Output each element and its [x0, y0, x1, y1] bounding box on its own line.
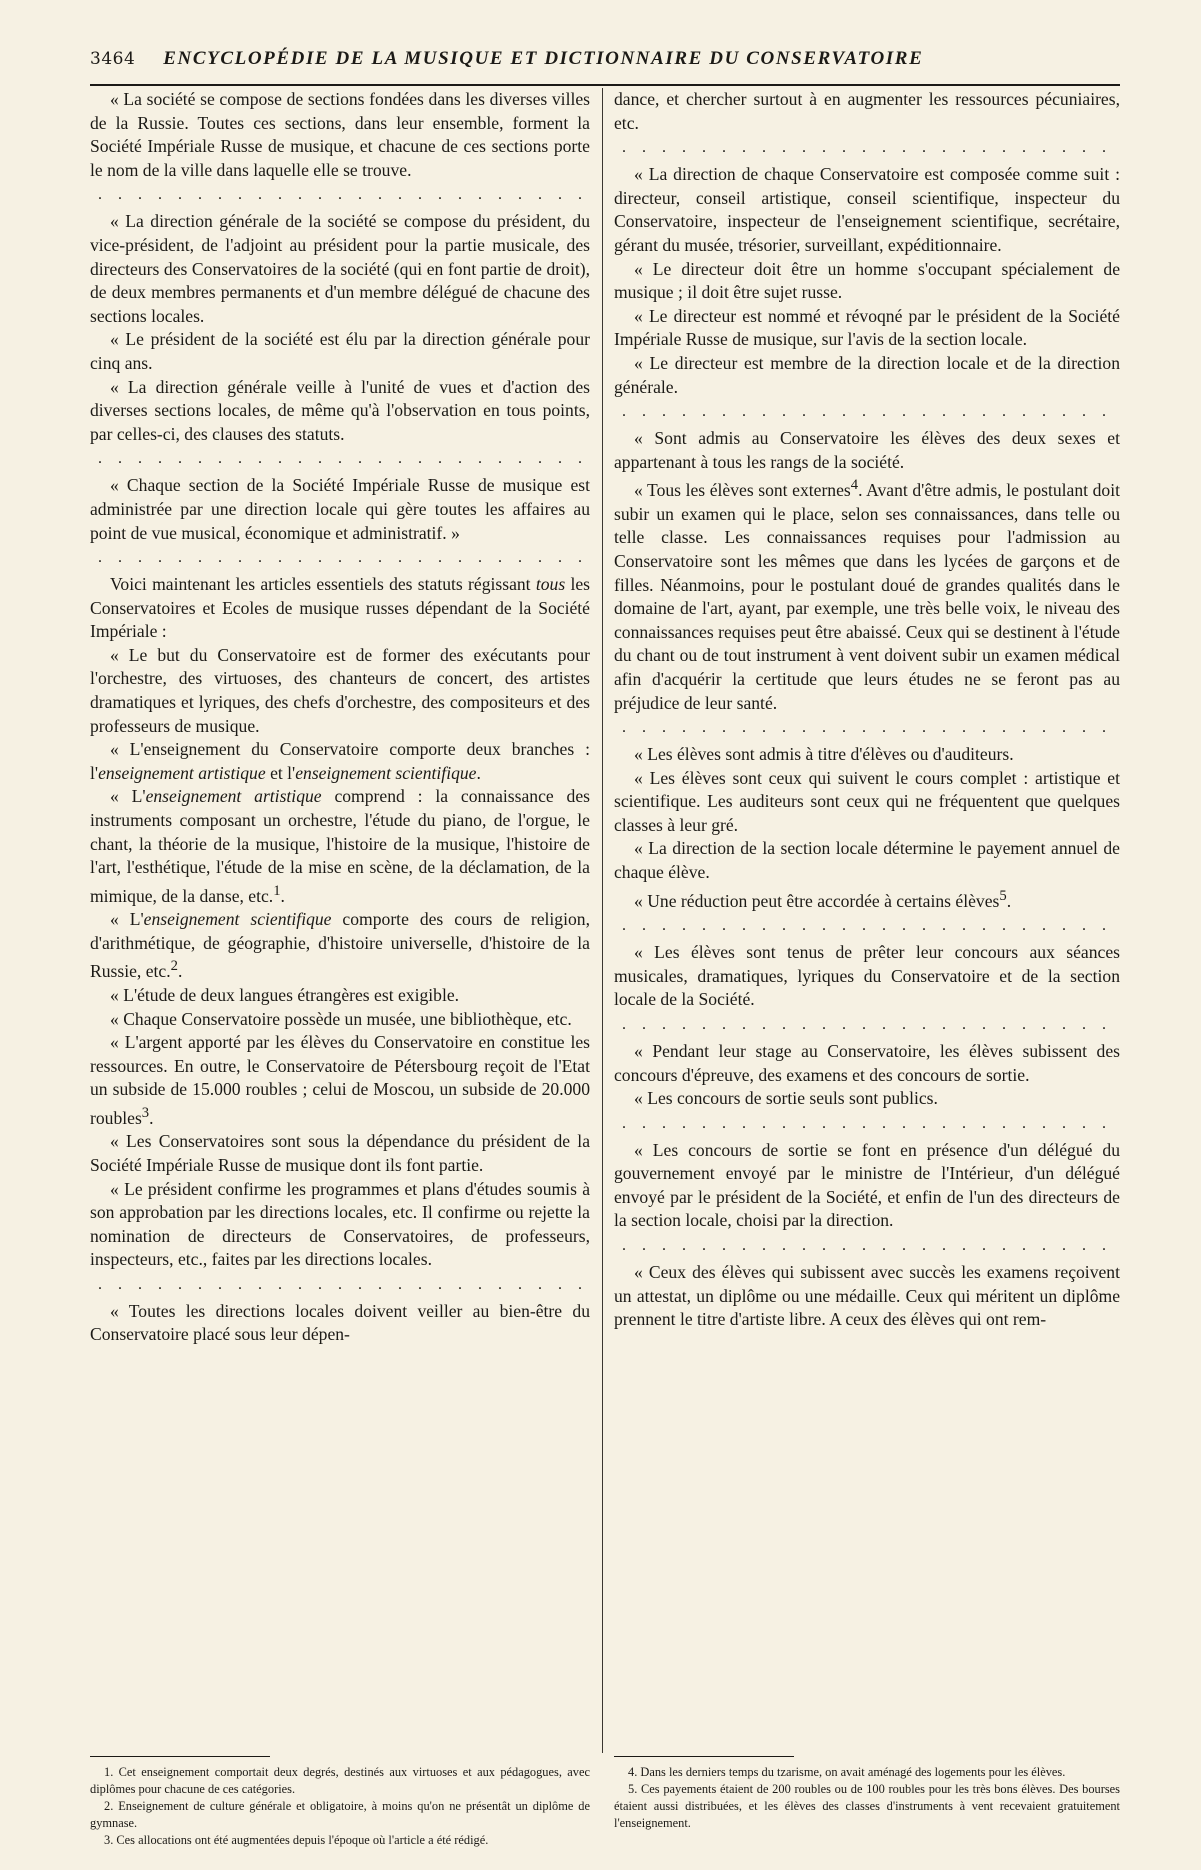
left-column — [90, 88, 590, 1347]
text-run: les Conservatoires et Ecoles de musique russes dépendant de la Société Impériale : — [90, 574, 590, 642]
ellipsis-divider — [98, 448, 590, 470]
text-run: . Avant d'être admis, le postulant doit subir un examen qui le place, selon ses connaissances, dans telle ou telle classe. Les connaissances requises pour l'admission au Conservatoire sont les mêmes que dans les lycées de garçons et de filles. Néanmoins, pour le postulant doué de grandes qualités dans le domaine de l'art, ayant, par exemple, une très belle voix, le niveau des connaissances requises peut être abaissé. Ceux qui se destinent à l'étude du chant ou de tout instrument à vent doivent subir un examen médical afin d'acquérir la certitude que leurs études ne se feront pas au préjudice de leur santé. — [614, 480, 1120, 713]
footnotes-right — [614, 1764, 1120, 1832]
paragraph: « Chaque Conservatoire possède un musée, une bibliothèque, etc. — [110, 1008, 572, 1029]
paragraph: « Le but du Conservatoire est de former des exécutants pour l'orchestre, des virtuoses, des chanteurs de concert, des artistes dramatiques et lyriques, des chefs d'orchestre, des compositeurs et des professeurs de musique. — [90, 644, 590, 736]
paragraph: « Les concours de sortie seuls sont publics. — [634, 1088, 938, 1109]
paragraph: « Les élèves sont tenus de prêter leur concours aux séances musicales, dramatiques, lyriques du Conservatoire et de la section locale de la Société. — [614, 942, 1120, 1010]
paragraph: « Ceux des élèves qui subissent avec succès les examens reçoivent un attestat, un diplôme ou une médaille. Ceux qui méritent un diplôme prennent le titre d'artiste libre. A ceux des élèves qui ont rem- — [614, 1262, 1120, 1330]
paragraph: « Toutes les directions locales doivent veiller au bien-être du Conservatoire placé sous leur dépen- — [90, 1300, 590, 1345]
paragraph: « Les Conservatoires sont sous la dépendance du président de la Société Impériale Russe de musique dont ils font partie. — [90, 1131, 590, 1175]
paragraph — [90, 1031, 590, 1130]
footnote-ref[interactable]: 2 — [170, 958, 178, 975]
paragraph: « Le directeur est membre de la direction locale et de la direction générale. — [614, 352, 1120, 397]
emphasis: enseignement artistique — [98, 762, 266, 783]
footnote-rule — [614, 1756, 794, 1757]
footnote: 3. Ces allocations ont été augmentées depuis l'époque où l'article a été rédigé. — [104, 1833, 489, 1847]
text-run: . — [280, 885, 285, 906]
paragraph: « La direction de chaque Conservatoire est composée comme suit : directeur, conseil artistique, conseil scientifique, inspecteur du Conservatoire, inspecteur de l'enseignement scientifique, secrétaire, gérant du musée, trésorier, surveillant, expéditionnaire. — [614, 164, 1120, 255]
emphasis: enseignement artistique — [145, 786, 322, 807]
paragraph: « Chaque section de la Société Impériale Russe de musique est administrée par une direction locale qui gère toutes les affaires au point de vue musical, économique et administratif. » — [90, 475, 590, 543]
text-run: . — [149, 1107, 154, 1128]
emphasis: enseignement scientifique — [143, 909, 332, 930]
paragraph: « Les élèves sont admis à titre d'élèves ou d'auditeurs. — [634, 744, 1014, 765]
paragraph: « Les élèves sont ceux qui suivent le cours complet : artistique et scientifique. Les auditeurs sont ceux qui ne fréquentent que quelques classes à leur gré. — [614, 767, 1120, 835]
paragraph — [90, 573, 590, 644]
text-run: . — [1006, 890, 1012, 911]
footnote-ref[interactable]: 3 — [141, 1104, 150, 1121]
text-run: « L'argent apporté par les élèves du Conservatoire en constitue les ressources. En outre, le Conservatoire de Pétersbourg reçoit de l'Etat un subside de 15.000 roubles ; celui de Moscou, un subside de 20.000 roubles — [90, 1032, 590, 1128]
text-run: Voici maintenant les articles essentiels des statuts régissant — [110, 574, 536, 595]
ellipsis-divider — [98, 184, 590, 206]
paragraph — [614, 474, 1120, 715]
column-divider — [602, 88, 603, 1753]
paragraph: « Sont admis au Conservatoire les élèves des deux sexes et appartenant à tous les rangs de la société. — [614, 428, 1120, 472]
text-run: et l' — [265, 762, 296, 783]
paragraph — [90, 738, 590, 785]
ellipsis-divider — [622, 1014, 1120, 1036]
emphasis: enseignement scientifique — [295, 762, 477, 783]
paragraph: « Le président confirme les programmes et plans d'études soumis à son approbation par les directions locales, etc. Il confirme ou rejette la nomination de directeurs de Conservatoires, de professeurs, inspecteurs, etc., faites par les directions locales. — [90, 1178, 590, 1270]
page-number: 3464 — [90, 49, 136, 69]
paragraph: « La direction générale de la société se compose du président, du vice-président, de l'adjoint au président pour la partie musicale, des directeurs des Conservatoires de la société (qui en font partie de droit), de deux membres permanents et d'un membre délégué de chacune des sections locales. — [90, 211, 590, 326]
footnote: 1. Cet enseignement comportait deux degrés, destinés aux virtuoses et aux pédagogues, avec diplômes pour chacune de ces catégories. — [90, 1765, 590, 1796]
ellipsis-divider — [622, 1113, 1120, 1135]
paragraph: « La direction générale veille à l'unité de vues et d'action des diverses sections locales, de même qu'à l'observation en tous points, par celles-ci, des clauses des statuts. — [90, 376, 590, 444]
text-run: comprend : la connaissance des instruments composant un orchestre, l'étude du piano, de l'orgue, le chant, la théorie de la musique, l'histoire de la musique, l'histoire de l'art, l'esthétique, l'étude de la mise en scène, de la déclamation, de la mimique, de la danse, etc. — [90, 786, 590, 906]
text-run: « Tous les élèves sont externes — [634, 480, 851, 501]
paragraph: « Les concours de sortie se font en présence d'un délégué du gouvernement envoyé par le ministre de l'Intérieur, d'un délégué envoyé par le président de la Société, et enfin de l'un des directeurs de la section locale, choisi par la direction. — [614, 1139, 1120, 1231]
ellipsis-divider — [622, 717, 1120, 739]
paragraph: « La direction de la section locale détermine le payement annuel de chaque élève. — [614, 838, 1120, 883]
paragraph: « Le directeur doit être un homme s'occupant spécialement de musique ; il doit être sujet russe. — [614, 258, 1120, 303]
ellipsis-divider — [98, 547, 590, 569]
paragraph: « Le président de la société est élu par la direction générale pour cinq ans. — [90, 329, 590, 373]
text-run: « L' — [110, 786, 146, 807]
footnote-ref[interactable]: 5 — [999, 887, 1007, 904]
ellipsis-divider — [622, 137, 1120, 159]
paragraph — [614, 885, 1120, 913]
text-run: comporte des cours de religion, d'arithmétique, de géographie, d'histoire universelle, d'histoire de la Russie, etc. — [90, 909, 590, 982]
right-column — [614, 88, 1120, 1332]
paragraph — [90, 785, 590, 908]
ellipsis-divider — [98, 1274, 590, 1296]
paragraph: dance, et chercher surtout à en augmenter les ressources pécuniaires, etc. — [614, 89, 1120, 133]
footnote: 4. Dans les derniers temps du tzarisme, on avait aménagé des logements pour les élèves. — [628, 1765, 1066, 1779]
footnote-ref[interactable]: 4 — [850, 477, 859, 494]
running-title: ENCYCLOPÉDIE DE LA MUSIQUE ET DICTIONNAIRE DU CONSERVATOIRE — [163, 48, 924, 69]
emphasis: tous — [535, 574, 566, 595]
paragraph: « L'étude de deux langues étrangères est exigible. — [110, 984, 460, 1005]
text-run: « L'enseignement du Conservatoire comporte deux branches : l' — [90, 739, 590, 783]
paragraph: « Le directeur est nommé et révoqné par le président de la Société Impériale Russe de musique, sur l'avis de la section locale. — [614, 305, 1120, 350]
text-run: . — [177, 961, 183, 982]
footnotes-left — [90, 1764, 590, 1849]
footnote-rule — [90, 1756, 270, 1757]
page-header — [90, 48, 1120, 86]
text-run: « L' — [110, 909, 144, 930]
ellipsis-divider — [622, 915, 1120, 937]
text-run: . — [476, 762, 481, 783]
footnote-ref[interactable]: 1 — [273, 882, 281, 899]
paragraph: « Pendant leur stage au Conservatoire, les élèves subissent des concours d'épreuve, des examens et des concours de sortie. — [614, 1040, 1120, 1085]
footnote: 2. Enseignement de culture générale et obligatoire, à moins qu'on ne présentât un diplôme de gymnase. — [90, 1799, 590, 1830]
ellipsis-divider — [622, 401, 1120, 423]
text-run: « Une réduction peut être accordée à certains élèves — [634, 890, 1000, 911]
document-page — [90, 48, 1120, 1847]
ellipsis-divider — [622, 1235, 1120, 1257]
footnote: 5. Ces payements étaient de 200 roubles ou de 100 roubles pour les très bons élèves. Des bourses étaient aussi distribuées, et les élèves des classes d'instruments à vent recevaient gratuitement l'enseignement. — [614, 1782, 1120, 1830]
paragraph — [90, 908, 590, 984]
paragraph: « La société se compose de sections fondées dans les diverses villes de la Russie. Toutes ces sections, dans leur ensemble, forment la Société Impériale Russe de musique, et chacune de ces sections porte le nom de la ville dans laquelle elle se trouve. — [90, 89, 590, 180]
